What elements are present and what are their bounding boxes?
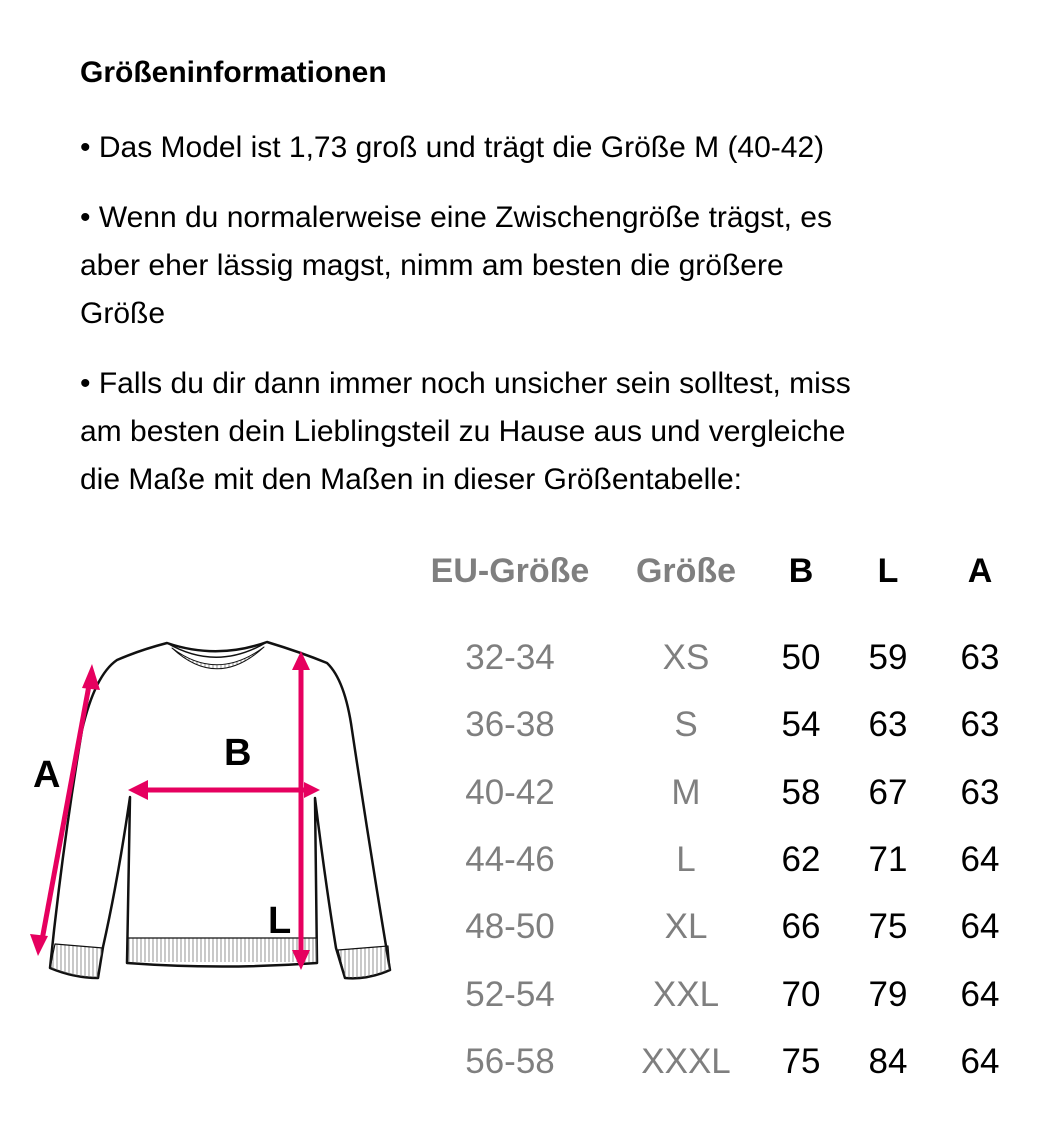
- cell-eu-size: 56-58: [465, 1041, 555, 1081]
- cell-b: 54: [781, 705, 821, 745]
- bullet-between-sizes-line3: Größe: [80, 297, 166, 330]
- cell-l: 79: [868, 974, 908, 1014]
- cell-l: 71: [868, 839, 908, 879]
- sweater-outline-icon: [50, 642, 390, 978]
- bullet-between-sizes-line2: aber eher lässig magst, nimm am besten die größere: [80, 249, 784, 282]
- bullet-measure-line3: die Maße mit den Maßen in dieser Größentabelle:: [80, 463, 742, 496]
- cell-b: 66: [781, 907, 821, 947]
- cell-eu-size: 48-50: [465, 907, 555, 947]
- cell-a: 64: [960, 907, 1000, 947]
- header-eu-size: EU-Größe: [430, 552, 590, 590]
- cell-size: L: [676, 839, 696, 879]
- bullet-between-sizes-line1: • Wenn du normalerweise eine Zwischengröße trägst, es: [80, 201, 832, 234]
- cell-a: 63: [960, 638, 1000, 677]
- cell-a: 64: [960, 839, 1000, 879]
- header-size: Größe: [635, 552, 737, 590]
- cell-eu-size: 40-42: [465, 772, 555, 812]
- cell-b: 75: [781, 1041, 821, 1081]
- cell-eu-size: 44-46: [465, 839, 555, 879]
- label-l: L: [268, 900, 292, 942]
- arrow-a-head-bottom: [30, 934, 48, 956]
- cell-size: XXL: [652, 974, 720, 1014]
- page-title: Größeninformationen: [80, 56, 387, 89]
- cell-size: XS: [662, 638, 710, 677]
- cell-l: 84: [868, 1041, 908, 1081]
- header-b: B: [788, 552, 814, 590]
- cell-b: 50: [781, 638, 821, 677]
- bullet-measure-line2: am besten dein Lieblingsteil zu Hause aus und vergleiche: [80, 415, 846, 448]
- cell-a: 63: [960, 705, 1000, 745]
- cell-size: S: [674, 705, 698, 745]
- cell-a: 64: [960, 974, 1000, 1014]
- cell-b: 70: [781, 974, 821, 1014]
- header-l: L: [877, 552, 899, 590]
- cell-b: 62: [781, 839, 821, 879]
- cell-eu-size: 32-34: [465, 638, 555, 677]
- cell-l: 59: [868, 638, 908, 677]
- cell-size: XL: [664, 907, 708, 947]
- cell-eu-size: 52-54: [465, 974, 555, 1014]
- header-a: A: [967, 552, 993, 590]
- label-b: B: [224, 732, 252, 774]
- cell-a: 63: [960, 772, 1000, 812]
- cell-size: XXXL: [641, 1041, 731, 1081]
- cell-size: M: [671, 772, 701, 812]
- bullet-model: • Das Model ist 1,73 groß und trägt die Größe M (40-42): [80, 131, 825, 164]
- cell-eu-size: 36-38: [465, 705, 555, 745]
- cell-l: 75: [868, 907, 908, 947]
- cell-b: 58: [781, 772, 821, 812]
- bullet-measure-line1: • Falls du dir dann immer noch unsicher sein solltest, miss: [80, 367, 851, 400]
- cell-l: 67: [868, 772, 908, 812]
- arrow-a-head-top: [82, 664, 100, 690]
- label-a: A: [33, 754, 61, 796]
- cell-l: 63: [868, 705, 908, 745]
- cell-a: 64: [960, 1041, 1000, 1081]
